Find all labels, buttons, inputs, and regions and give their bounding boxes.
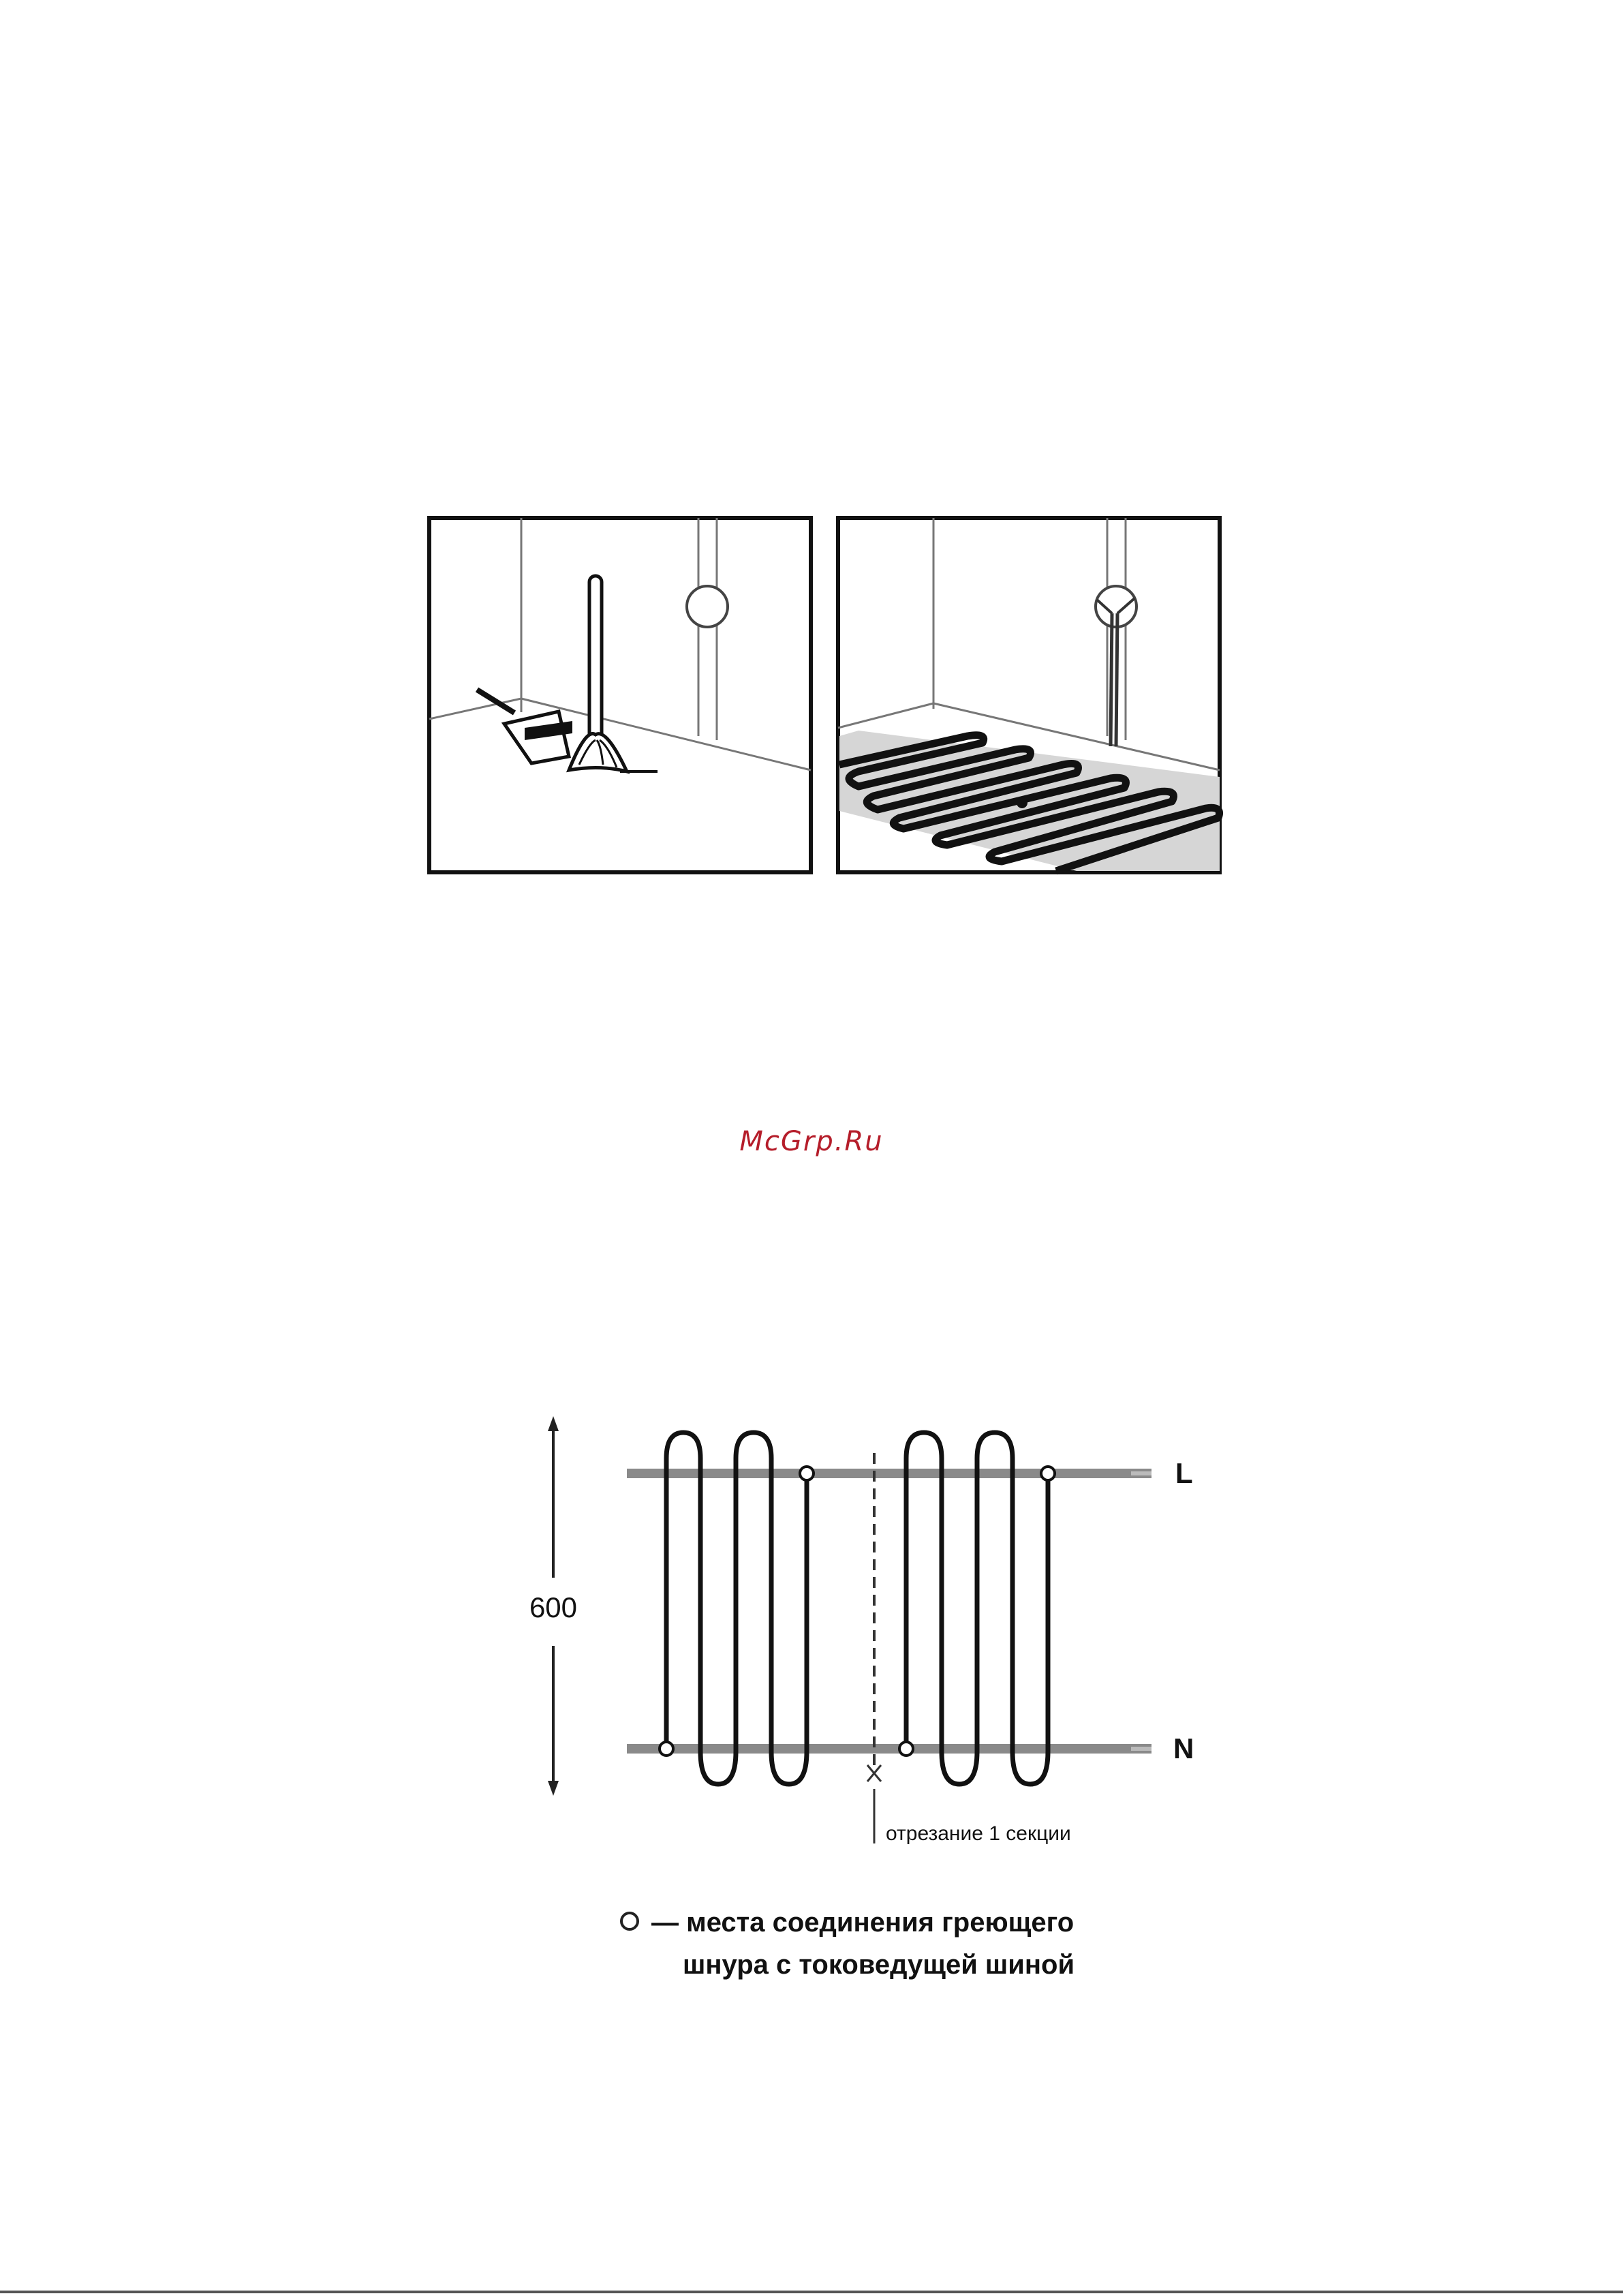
- connection-point-icon: [620, 1912, 639, 1931]
- connection-point: [899, 1742, 913, 1756]
- legend-text-2: шнура с токоведущей шиной: [683, 1950, 1075, 1980]
- legend-line-2: [620, 1944, 1233, 1986]
- legend: [620, 1901, 1233, 1986]
- bottom-rule: [0, 2291, 1623, 2293]
- legend-line-1: [620, 1901, 1233, 1944]
- panel-floor-cleaning: [429, 518, 811, 872]
- connection-point: [800, 1467, 814, 1480]
- scissors-icon: [867, 1765, 881, 1781]
- installation-illustrations: [422, 511, 1233, 879]
- connection-point: [1041, 1467, 1055, 1480]
- legend-text-1: — места соединения греющего: [651, 1908, 1075, 1938]
- cut-label: отрезание 1 секции: [886, 1822, 1071, 1845]
- bus-label-l: L: [1175, 1457, 1193, 1489]
- heating-cable-section-2: [906, 1433, 1048, 1784]
- watermark-text: McGrp.Ru: [739, 1126, 884, 1157]
- bus-label-n: N: [1173, 1732, 1194, 1764]
- connection-scheme: [504, 1411, 1213, 1845]
- dimension-label: 600: [529, 1591, 578, 1623]
- heating-cable-section-1: [666, 1433, 807, 1784]
- watermark: [0, 1126, 1623, 1157]
- panel-heating-cable: [838, 518, 1220, 872]
- connection-point: [660, 1742, 673, 1756]
